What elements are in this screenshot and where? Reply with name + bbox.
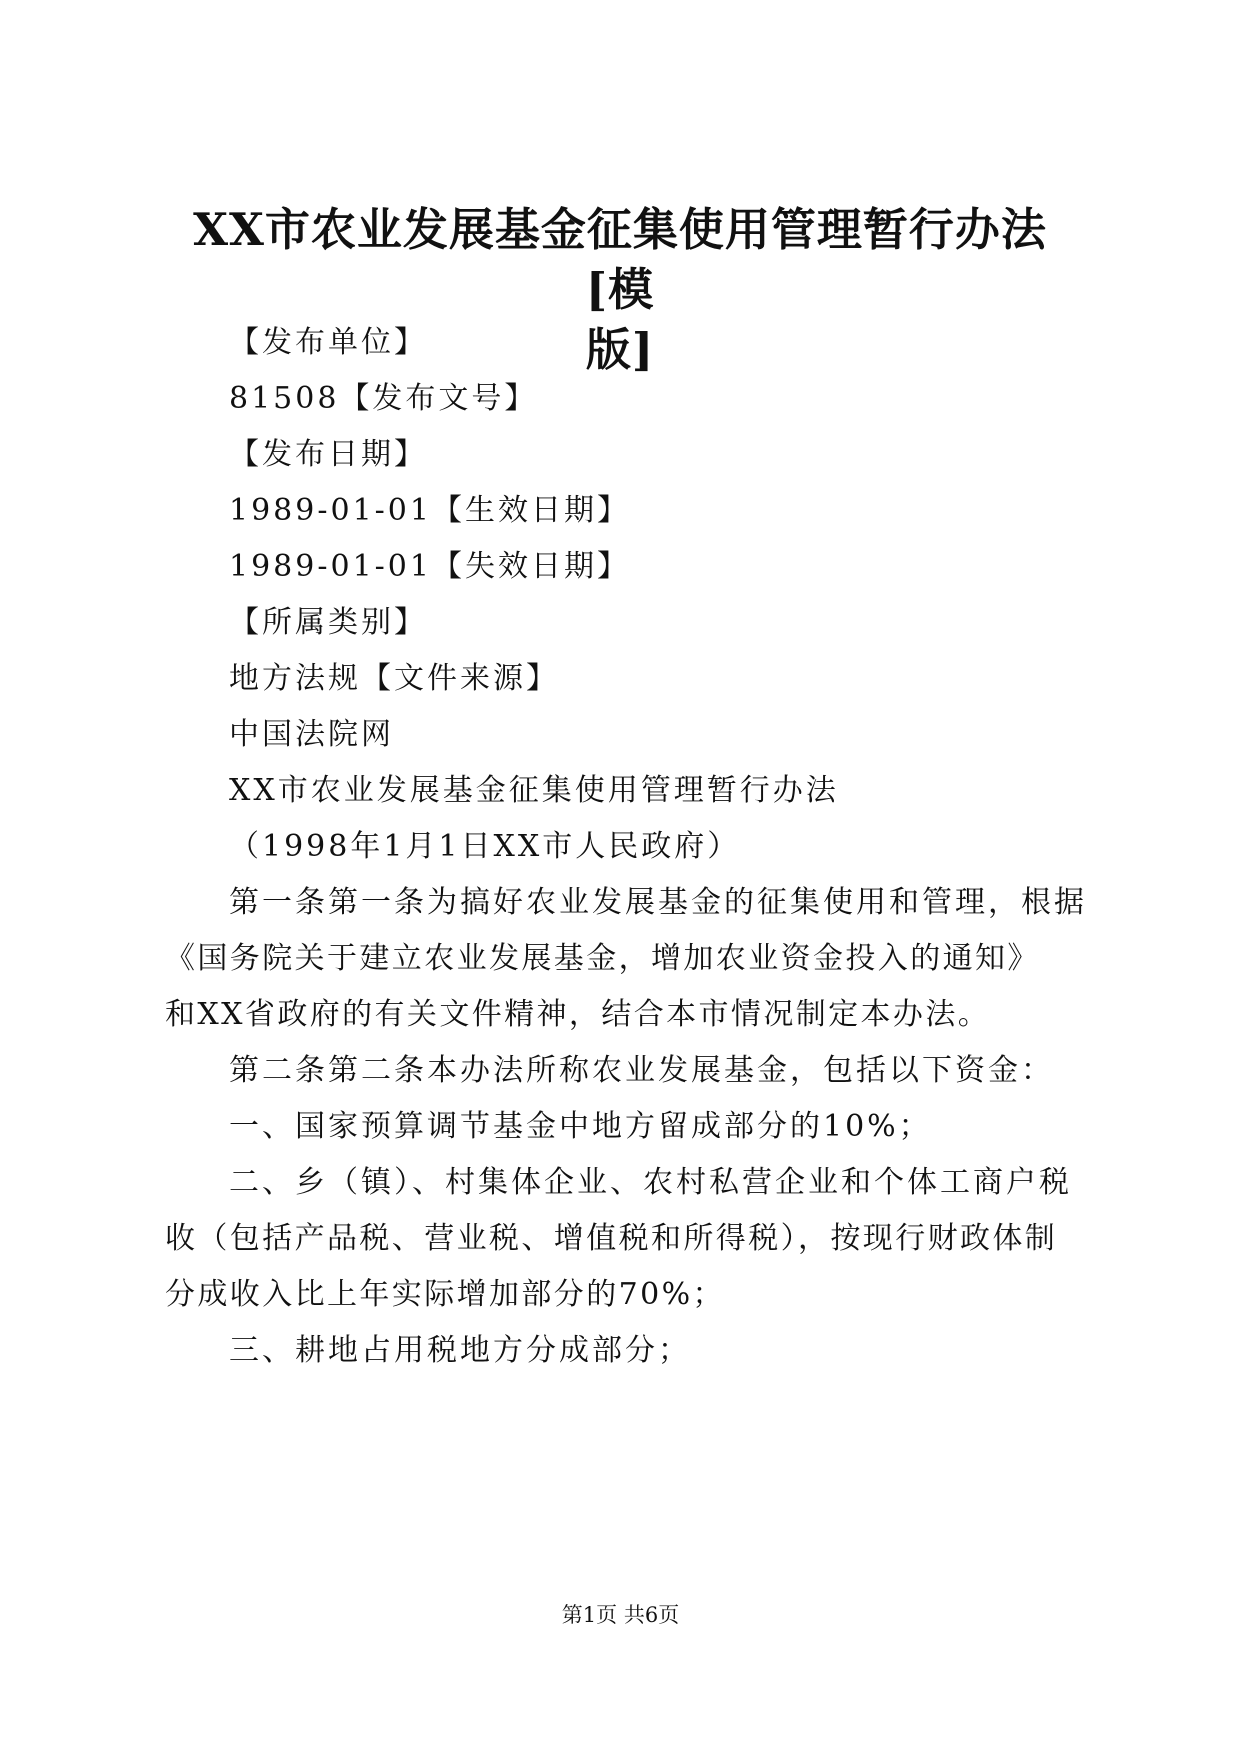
meta-category: 【所属类别】: [229, 605, 427, 640]
article-2-item-2-line-1: 二、乡（镇）、村集体企业、农村私营企业和个体工商户税: [229, 1165, 1072, 1200]
title-line-2: 版]: [585, 323, 655, 376]
document-subtitle: XX市农业发展基金征集使用管理暂行办法: [229, 773, 839, 808]
meta-effective-date: 1989-01-01【生效日期】: [229, 493, 630, 528]
meta-source: 地方法规【文件来源】: [229, 661, 559, 696]
article-2-item-1: 一、国家预算调节基金中地方留成部分的10%；: [229, 1109, 932, 1144]
title-line-1: XX市农业发展基金征集使用管理暂行办法[模: [193, 203, 1047, 316]
article-2-item-2-line-2: 收（包括产品税、营业税、增值税和所得税），按现行财政体制: [165, 1221, 1058, 1256]
page-footer: 第1页 共6页: [561, 1603, 680, 1627]
issuer-date: （1998年1月1日XX市人民政府）: [229, 829, 741, 864]
article-2-intro: 第二条第二条本办法所称农业发展基金，包括以下资金：: [229, 1053, 1054, 1088]
meta-source-value: 中国法院网: [229, 717, 394, 752]
article-2-item-3: 三、耕地占用税地方分成部分；: [229, 1333, 691, 1368]
article-1-line-2: 《国务院关于建立农业发展基金，增加农业资金投入的通知》: [165, 941, 1040, 976]
article-1-line-1: 第一条第一条为搞好农业发展基金的征集使用和管理，根据: [229, 885, 1087, 920]
meta-expiry-date: 1989-01-01【失效日期】: [229, 549, 630, 584]
article-1-line-3: 和XX省政府的有关文件精神，结合本市情况制定本办法。: [165, 997, 991, 1032]
meta-publish-date: 【发布日期】: [229, 437, 427, 472]
article-2-item-2-line-3: 分成收入比上年实际增加部分的70%；: [165, 1277, 725, 1312]
meta-doc-number: 81508【发布文号】: [229, 381, 538, 416]
meta-publisher: 【发布单位】: [229, 325, 427, 360]
